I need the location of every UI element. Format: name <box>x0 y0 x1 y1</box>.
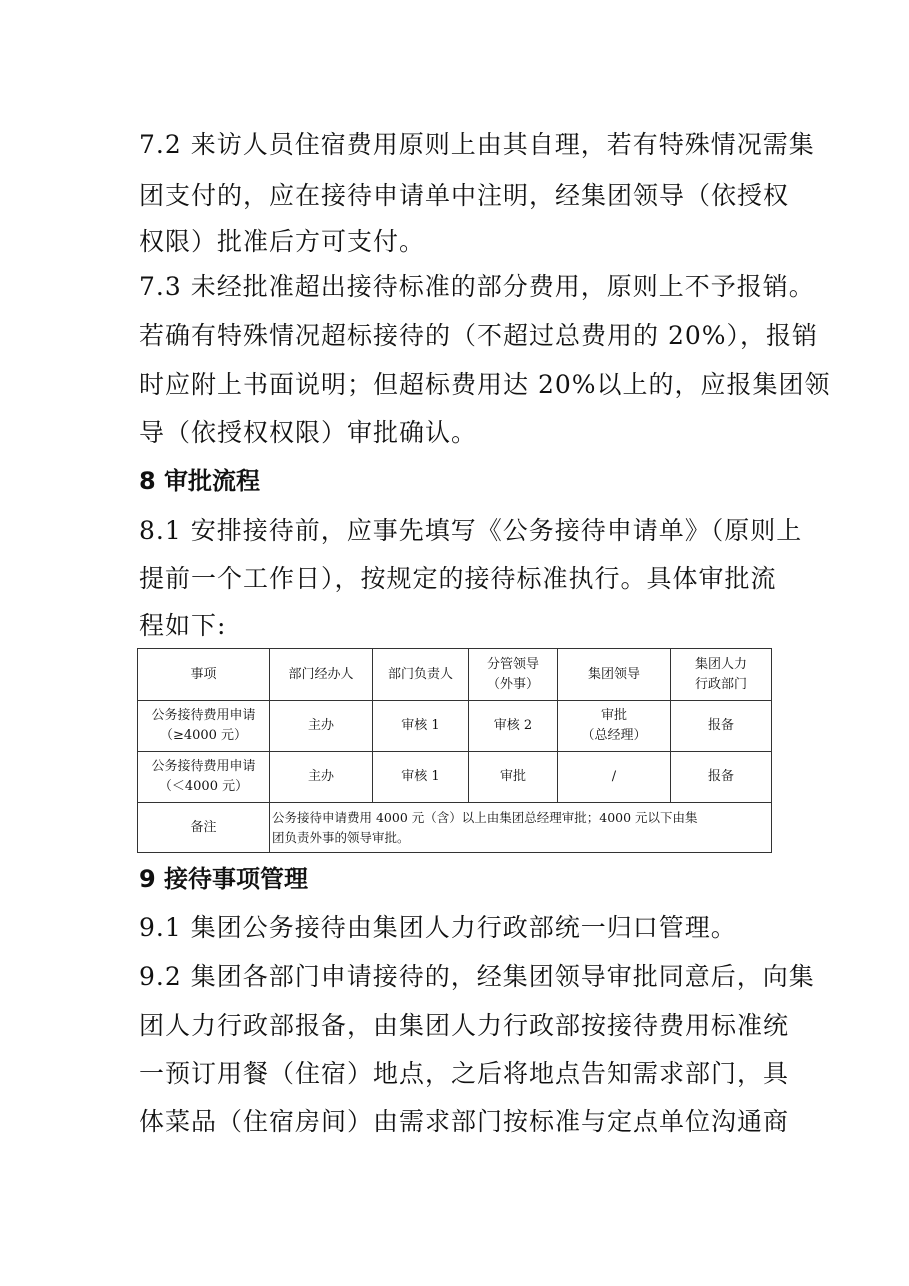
paragraph-7-3-line-3: 时应附上书面说明；但超标费用达 20%以上的，应报集团领 <box>139 370 831 399</box>
row-1-group-leader: 审批 （总经理） <box>558 701 671 752</box>
table-header-row <box>138 649 772 701</box>
paragraph-9-2-line-2: 团人力行政部报备，由集团人力行政部按接待费用标准统 <box>139 1011 790 1040</box>
table-row <box>138 752 772 803</box>
note-label: 备注 <box>138 803 270 853</box>
header-hr-admin: 集团人力 行政部门 <box>671 649 772 701</box>
paragraph-9-2-line-1: 9.2 集团各部门申请接待的，经集团领导审批同意后，向集 <box>139 962 815 991</box>
header-group-leader: 集团领导 <box>558 649 671 701</box>
section-heading-9: 9 接待事项管理 <box>139 865 309 893</box>
paragraph-7-2-line-3: 权限）批准后方可支付。 <box>139 227 426 256</box>
header-dept-head: 部门负责人 <box>373 649 469 701</box>
paragraph-8-1-line-2: 提前一个工作日），按规定的接待标准执行。具体审批流 <box>139 564 777 593</box>
section-heading-8: 8 审批流程 <box>139 467 261 495</box>
paragraph-9-2-line-4: 体菜品（住宿房间）由需求部门按标准与定点单位沟通商 <box>139 1107 790 1136</box>
paragraph-7-3-line-1: 7.3 未经批准超出接待标准的部分费用，原则上不予报销。 <box>139 272 815 301</box>
row-1-supervisor: 审核 2 <box>469 701 558 752</box>
row-2-supervisor: 审批 <box>469 752 558 803</box>
row-1-hr-admin: 报备 <box>671 701 772 752</box>
table-note-row <box>138 803 772 853</box>
paragraph-7-2-line-1: 7.2 来访人员住宿费用原则上由其自理，若有特殊情况需集 <box>139 130 815 159</box>
header-dept-handler: 部门经办人 <box>270 649 373 701</box>
row-2-dept-head: 审核 1 <box>373 752 469 803</box>
header-item: 事项 <box>138 649 270 701</box>
note-text: 公务接待申请费用 4000 元（含）以上由集团总经理审批；4000 元以下由集 团负责外事的领导审批。 <box>270 803 772 853</box>
row-1-item: 公务接待费用申请 （≥4000 元） <box>138 701 270 752</box>
paragraph-7-2-line-2: 团支付的，应在接待申请单中注明，经集团领导（依授权 <box>139 181 790 210</box>
approval-flow-table <box>137 648 772 853</box>
paragraph-9-2-line-3: 一预订用餐（住宿）地点，之后将地点告知需求部门，具 <box>139 1059 790 1088</box>
row-2-handler: 主办 <box>270 752 373 803</box>
paragraph-7-3-line-2: 若确有特殊情况超标接待的（不超过总费用的 20%），报销 <box>139 321 819 350</box>
paragraph-8-1-line-3: 程如下: <box>139 611 227 640</box>
row-2-hr-admin: 报备 <box>671 752 772 803</box>
row-1-handler: 主办 <box>270 701 373 752</box>
row-2-group-leader: / <box>558 752 671 803</box>
paragraph-9-1-line-1: 9.1 集团公务接待由集团人力行政部统一归口管理。 <box>139 913 737 942</box>
row-1-dept-head: 审核 1 <box>373 701 469 752</box>
paragraph-8-1-line-1: 8.1 安排接待前，应事先填写《公务接待申请单》（原则上 <box>139 516 803 545</box>
paragraph-7-3-line-4: 导（依授权权限）审批确认。 <box>139 418 478 447</box>
row-2-item: 公务接待费用申请 （＜4000 元） <box>138 752 270 803</box>
header-supervisor: 分管领导 （外事） <box>469 649 558 701</box>
table-row <box>138 701 772 752</box>
